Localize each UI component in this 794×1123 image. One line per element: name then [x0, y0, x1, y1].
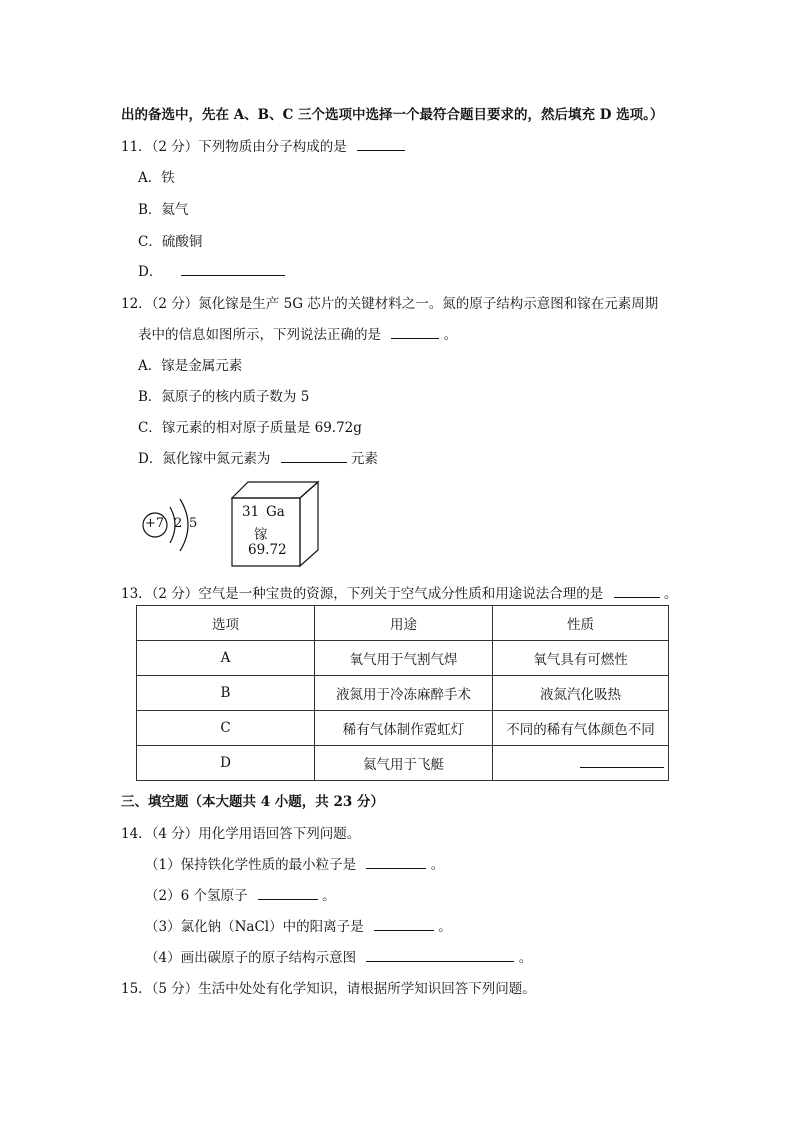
table-header-cell: 选项	[137, 606, 315, 641]
q14-item-2	[145, 884, 336, 904]
q12-stem-end: 。	[443, 327, 458, 343]
q15-stem: 15．（5 分）生活中处处有化学知识，请根据所学知识回答下列问题。	[121, 981, 536, 997]
table-row	[137, 676, 669, 711]
q14-item-4-end: 。	[518, 950, 533, 966]
q11-option-d-blank[interactable]	[181, 263, 285, 276]
q11-option-a: A．铁	[138, 170, 175, 186]
element-atomic-mass: 69.72	[248, 542, 287, 558]
q11-option-b: B．氦气	[138, 202, 189, 218]
instruction-line: 出的备选中，先在 A、B、C 三个选项中选择一个最符合题目要求的，然后填充 D 选项。）	[121, 107, 664, 123]
table-cell: 氧气用于气割气焊	[315, 641, 493, 676]
q12-option-d-suffix: 元素	[350, 451, 378, 467]
q11-answer-blank[interactable]	[357, 138, 405, 151]
table-cell: 氦气用于飞艇	[315, 746, 493, 781]
element-atomic-number: 31	[242, 504, 260, 520]
q14-item-3-blank[interactable]	[374, 918, 434, 931]
element-name: 镓	[254, 527, 268, 543]
q12-option-d	[138, 447, 378, 467]
q14-item-3-text: （3）氯化钠（NaCl）中的阳离子是	[145, 919, 364, 935]
element-symbol: Ga	[266, 504, 285, 520]
q13-stem-text: 13．（2 分）空气是一种宝贵的资源，下列关于空气成分性质和用途说法合理的是	[121, 586, 604, 602]
q14-item-2-end: 。	[322, 888, 336, 904]
table-header-cell: 用途	[315, 606, 493, 641]
table-cell: 氧气具有可燃性	[493, 641, 669, 676]
q14-item-1-end: 。	[430, 857, 445, 873]
q12-option-d-text: D．氮化镓中氮元素为	[138, 451, 271, 467]
q12-answer-blank[interactable]	[391, 326, 439, 339]
q14-item-1-text: （1）保持铁化学性质的最小粒子是	[145, 857, 357, 873]
table-cell: 不同的稀有气体颜色不同	[493, 711, 669, 746]
q12-stem-line1: 12．（2 分）氮化镓是生产 5G 芯片的关键材料之一。氮的原子结构示意图和镓在元素周期	[121, 296, 659, 312]
table-header-row	[137, 606, 669, 641]
table-cell: A	[137, 641, 315, 676]
nitrogen-atom-diagram	[140, 485, 210, 565]
q14-item-4	[145, 946, 532, 966]
q13-answer-blank[interactable]	[614, 585, 660, 598]
q11-option-c: C．硫酸铜	[138, 234, 203, 250]
q14-item-1-blank[interactable]	[366, 856, 426, 869]
q14-stem: 14．（4 分）用化学用语回答下列问题。	[121, 826, 361, 842]
table-row	[137, 641, 669, 676]
q14-item-4-text: （4）画出碳原子的原子结构示意图	[145, 950, 357, 966]
q12-stem-line2	[138, 323, 457, 343]
q14-item-3	[145, 915, 452, 935]
q13-d-property-blank[interactable]	[580, 755, 664, 768]
q12-stem-line2-text: 表中的信息如图所示，下列说法正确的是	[138, 327, 381, 343]
table-cell: 液氮汽化吸热	[493, 676, 669, 711]
gallium-element-cell	[230, 480, 320, 568]
q14-item-2-blank[interactable]	[258, 887, 318, 900]
q13-stem-end: 。	[663, 586, 678, 602]
table-cell: 稀有气体制作霓虹灯	[315, 711, 493, 746]
table-cell: 液氮用于冷冻麻醉手术	[315, 676, 493, 711]
q13-table	[136, 605, 669, 781]
q11-stem	[121, 135, 405, 155]
section-heading: 三、填空题（本大题共 4 小题，共 23 分）	[121, 794, 384, 810]
table-cell: C	[137, 711, 315, 746]
q11-stem-text: 11．（2 分）下列物质由分子构成的是	[121, 139, 347, 155]
q11-option-d-label: D．	[138, 264, 163, 280]
atom-shell-1-count: 2	[174, 516, 183, 531]
q12-option-c: C．镓元素的相对原子质量是 69.72g	[138, 420, 362, 436]
table-answer-cell[interactable]	[493, 746, 669, 781]
q12-option-b: B．氮原子的核内质子数为 5	[138, 389, 310, 405]
table-cell: D	[137, 746, 315, 781]
atom-nucleus-charge: +7	[145, 516, 165, 531]
q14-item-1	[145, 853, 444, 873]
q12-option-a: A．镓是金属元素	[138, 358, 243, 374]
table-cell: B	[137, 676, 315, 711]
table-header-cell: 性质	[493, 606, 669, 641]
atom-shell-2-count: 5	[189, 516, 198, 531]
table-row	[137, 746, 669, 781]
table-row	[137, 711, 669, 746]
q14-item-2-text: （2）6 个氢原子	[145, 888, 248, 904]
q13-stem	[121, 582, 677, 602]
q14-item-4-blank[interactable]	[366, 949, 514, 962]
q14-item-3-end: 。	[438, 919, 452, 935]
q12-option-d-blank[interactable]	[281, 450, 347, 463]
q11-option-d	[138, 260, 285, 280]
